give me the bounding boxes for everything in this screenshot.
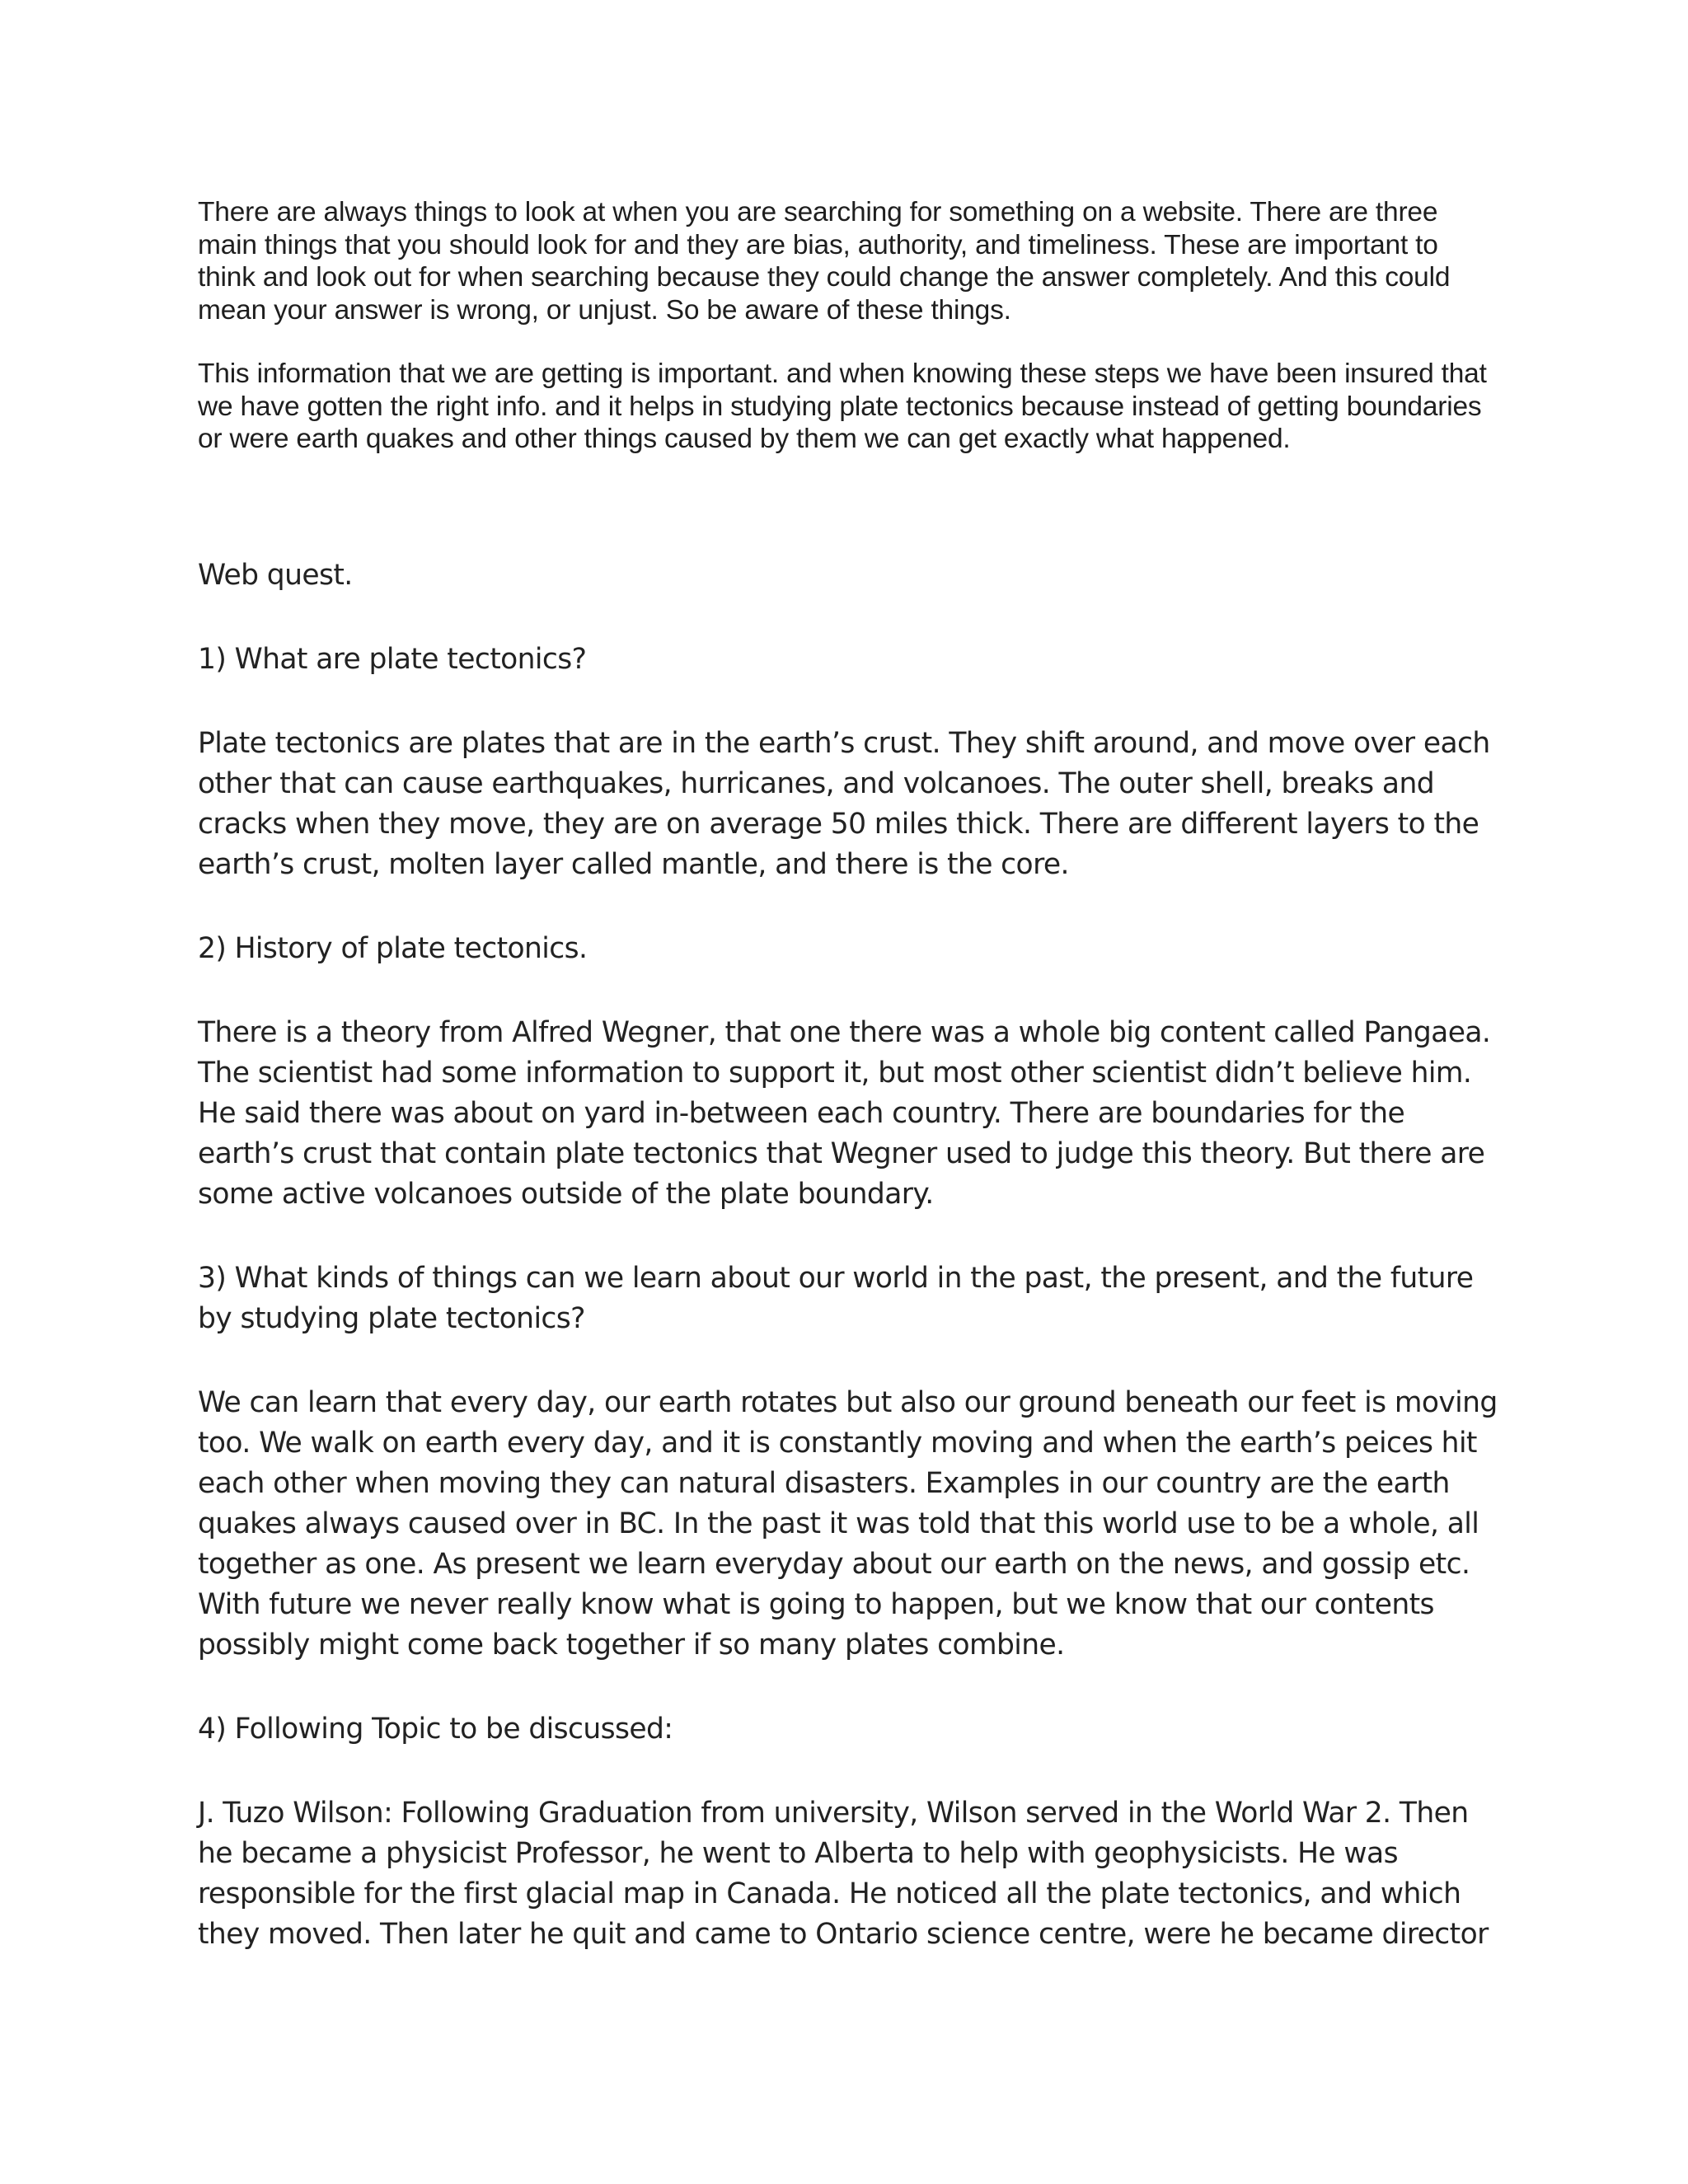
answer-paragraph: We can learn that every day, our earth rotates but also our ground beneath our feet is moving too. We walk on earth every day, and it is constantly moving and when the earth’s peices hit each other when moving they can natural disasters. Examples in our country are the earth quakes always caused over in BC. In the past it was told that this world use to be a whole, all together as one. As present we learn everyday about our earth on the news, and gossip etc. With future we never really know what is going to happen, but we know that our contents possibly might come back together if so many plates combine.: [198, 1385, 1498, 1661]
answer-paragraph: J. Tuzo Wilson: Following Graduation from university, Wilson served in the World War 2. Then he became a physicist Professor, he went to Alberta to help with geophysicists. He was responsible for the first glacial map in Canada. He noticed all the plate tectonics, and which they moved. Then later he quit and came to Ontario science centre, were he became director: [198, 1796, 1489, 1951]
web-quest-section: [198, 555, 1500, 1955]
question: 4) Following Topic to be discussed:: [198, 1712, 673, 1746]
answer-paragraph: Plate tectonics are plates that are in the earth’s crust. They shift around, and move over each other that can cause earthquakes, hurricanes, and volcanoes. The outer shell, breaks and cracks when they move, they are on average 50 miles thick. There are different layers to the earth’s crust, molten layer called mantle, and there is the core.: [198, 726, 1490, 881]
intro-paragraph: There are always things to look at when you are searching for something on a website. There are three main things that you should look for and they are bias, authority, and timeliness. These are important to think and look out for when searching because they could change the answer completely. And this could mean your answer is wrong, or unjust. So be aware of these things.: [198, 197, 1451, 326]
section-title: Web quest.: [198, 558, 353, 592]
question: 3) What kinds of things can we learn about our world in the past, the present, and the future by studying plate tectonics?: [198, 1261, 1474, 1335]
document-body: [198, 196, 1500, 1955]
intro-paragraph: This information that we are getting is important. and when knowing these steps we have been insured that we have gotten the right info. and it helps in studying plate tectonics because instead of getting boundaries or were earth quakes and other things caused by them we can get exactly what happened.: [198, 359, 1487, 454]
answer-paragraph: There is a theory from Alfred Wegner, that one there was a whole big content called Pangaea. The scientist had some information to support it, but most other scientist didn’t believe him. He said there was about on yard in-between each country. There are boundaries for the earth’s crust that contain plate tectonics that Wegner used to judge this theory. But there are some active volcanoes outside of the plate boundary.: [198, 1015, 1491, 1211]
question: 2) History of plate tectonics.: [198, 931, 588, 965]
question: 1) What are plate tectonics?: [198, 642, 587, 676]
intro-section: [198, 196, 1500, 456]
